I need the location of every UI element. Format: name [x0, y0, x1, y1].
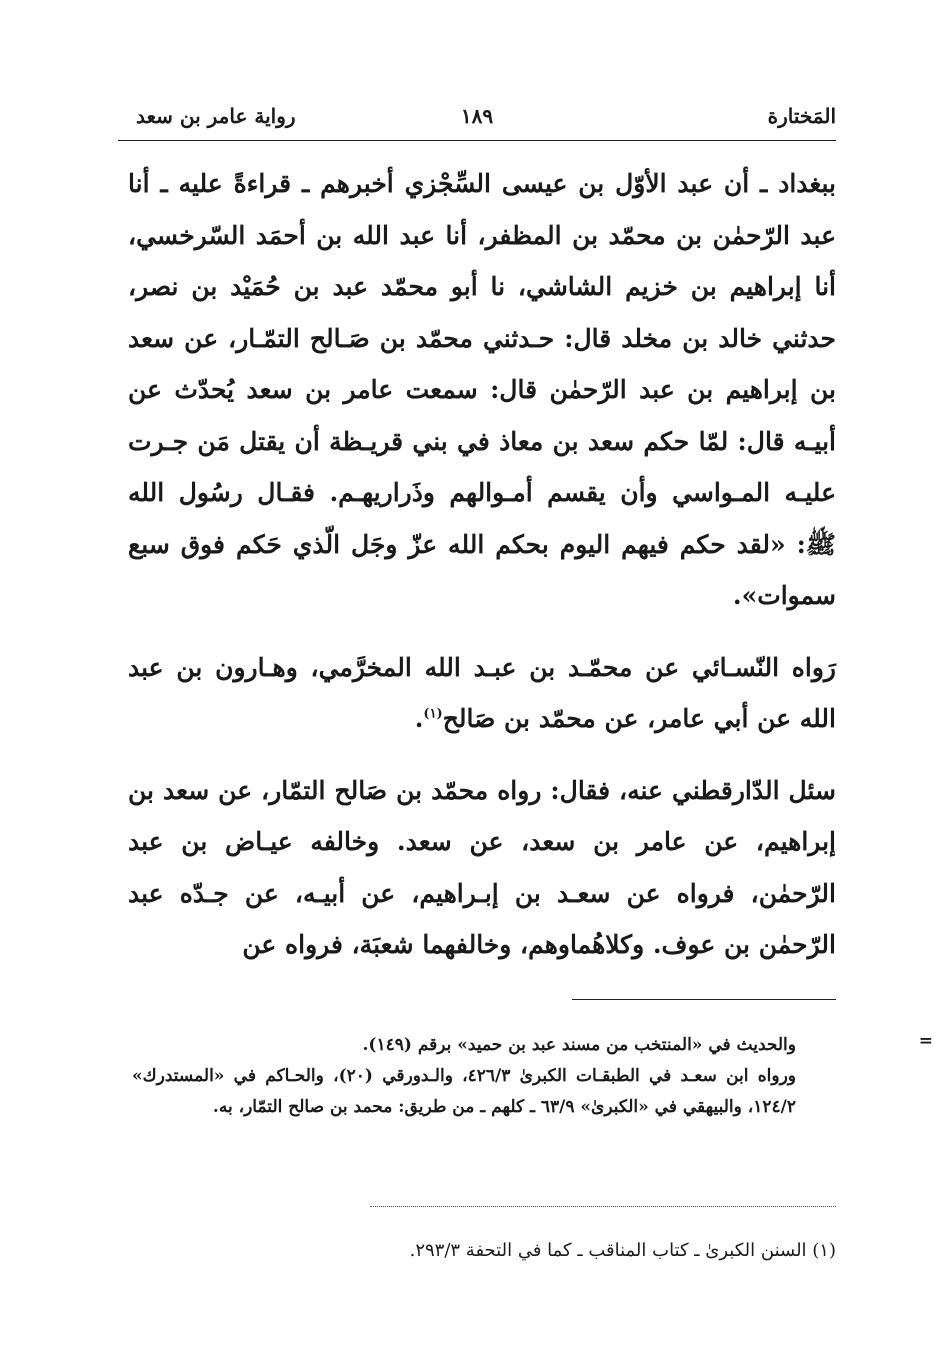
paragraph-daraqutni: سئل الدّارقطني عنه، فقال: رواه محمّد بن صَالح التمّار، عن سعد بن إبراهيم، عن عامر بن سعد، عن سعد. وخالفه عيـاض بن عبد الرّحمٰن، فرواه عن سعـد بن إبـراهيم، عن أبيـه، عن جـدّه عبد الرّحمٰن بن عوف. وكلاهُماوهم، وخالفهما شعبَة، فرواه عن [128, 775, 836, 959]
continuation-mark: = [918, 1031, 933, 1051]
paragraph-nasai-text: رَواه النّسـائي عن محمّـد بن عبـد الله المخرَّمي، وهـارون بن عبد الله عن أبي عامر، عن محمّد بن صَالح [128, 652, 836, 733]
footnote-separator [370, 1206, 836, 1207]
paragraph-nasai-end: . [414, 704, 424, 733]
note-line: والحديث في «المنتخب من مسند عبد بن حميد» برقم (١٤٩). [362, 1035, 796, 1055]
note-block [132, 1030, 796, 1123]
main-text [128, 158, 836, 971]
footnote: (١) السنن الكبرىٰ ـ كتاب المناقب ـ كما في التحفة ٢٩٣/٣. [409, 1240, 836, 1261]
footnote-marker: (١) [423, 706, 443, 722]
note-line: ورواه ابن سعـد في الطبقـات الكبرىٰ ٤٢٦/٣، والـدورقي (٢٠)، والحـاكم في «المستدرك» ١٢٤/٢، والبيهقي في «الكبرىٰ» ٦٣/٩ ـ كلهم ـ من طريق: محمد بن صالح التمّار، به. [132, 1066, 796, 1117]
book-title: المَختارة [767, 104, 836, 128]
notes-separator [572, 999, 836, 1000]
chapter-title: رواية عامر بن سعد [136, 104, 296, 128]
paragraph-nasai [128, 642, 836, 745]
running-header [118, 100, 836, 141]
notes-section [132, 1030, 836, 1123]
paragraph-hadith: ببغداد ـ أن عبد الأوّل بن عيسى السِّجْزي أخبرهم ـ قراءةً عليه ـ أنا عبد الرّحمٰن بن محمّد بن المظفر، أنا عبد الله بن أحمَد السّرخسي، أنا إبراهيم بن خزيم الشاشي، نا أبو محمّد عبد بن حُمَيْد بن نصر، حدثني خالد بن مخلد قال: حـدثني محمّد بن صَـالح التمّـار، عن سعد بن إبراهيم بن عبد الرّحمٰن قال: سمعت عامر بن سعد يُحدّث عن أبيـه قال: لمّا حكم سعد بن معاذ في بني قريـظة أن يقتل مَن جـرت عليـه المـواسي وأن يقسم أمـوالهم وذَراريهـم. فقـال رسُول الله ﷺ: «لقد حكم فيهم اليوم بحكم الله عزّ وجَل الّذي حَكم فوق سبع سموات». [128, 169, 836, 610]
page-number: ١٨٩ [460, 104, 494, 128]
